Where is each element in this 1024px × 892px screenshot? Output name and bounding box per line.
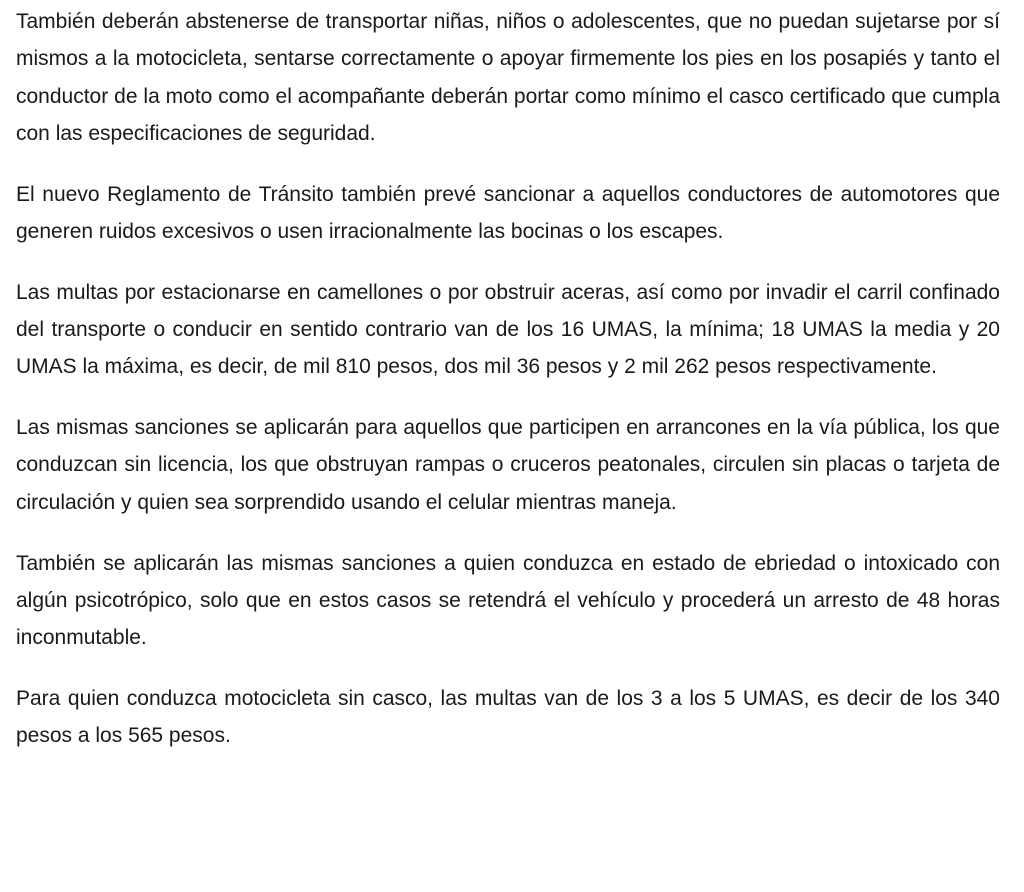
paragraph-drunk-driving: También se aplicarán las mismas sanciones a quien conduzca en estado de ebriedad o intoxicado con algún psicotrópico, solo que en estos casos se retendrá el vehículo y procederá un arresto de 48 horas inconmutable.: [16, 551, 1000, 650]
paragraph-no-helmet-fines: Para quien conduzca motocicleta sin casco, las multas van de los 3 a los 5 UMAS, es decir de los 340 pesos a los 565 pesos.: [16, 686, 1000, 748]
paragraph-child-passengers-helmet: También deberán abstenerse de transportar niñas, niños o adolescentes, que no puedan sujetarse por sí mismos a la motocicleta, sentarse correctamente o apoyar firmemente los pies en los posapiés y tanto el conductor de la moto como el acompañante deberán portar como mínimo el casco certificado que cumpla con las especificaciones de seguridad.: [16, 10, 1000, 145]
paragraph-noise-sanctions: El nuevo Reglamento de Tránsito también prevé sancionar a aquellos conductores de automotores que generen ruidos excesivos o usen irracionalmente las bocinas o los escapes.: [16, 182, 1000, 243]
paragraph-parking-fines: Las multas por estacionarse en camellones o por obstruir aceras, así como por invadir el carril confinado del transporte o conducir en sentido contrario van de los 16 UMAS, la mínima; 18 UMAS la media y 20 UMAS la máxima, es decir, de mil 810 pesos, dos mil 36 pesos y 2 mil 262 pesos respectivamente.: [16, 280, 1000, 379]
paragraph-same-sanctions: Las mismas sanciones se aplicarán para aquellos que participen en arrancones en la vía pública, los que conduzcan sin licencia, los que obstruyan rampas o cruceros peatonales, circulen sin placas o tarjeta de circulación y quien sea sorprendido usando el celular mientras maneja.: [16, 416, 1000, 514]
